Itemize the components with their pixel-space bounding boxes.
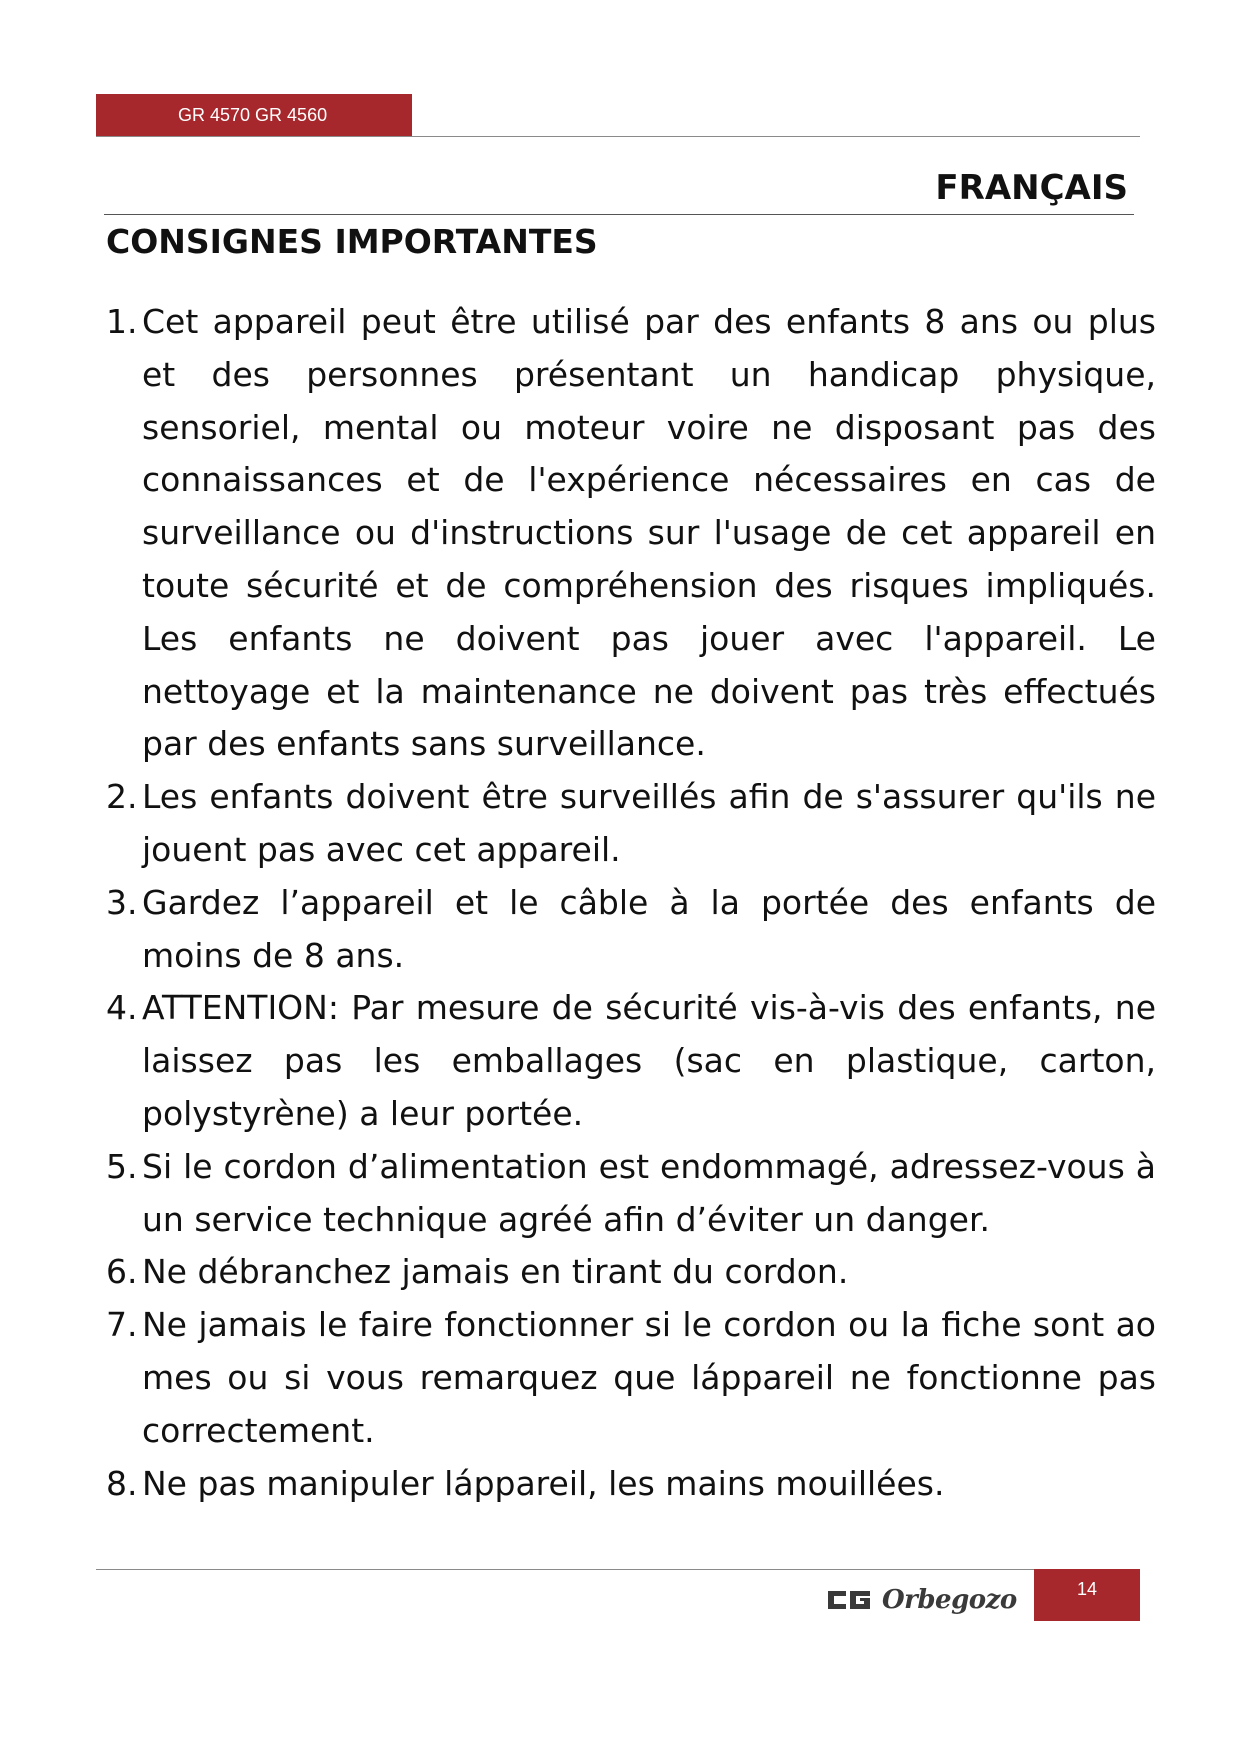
instruction-text: Les enfants doivent être surveillés afin de s'assurer qu'ils ne jouent pas avec cet appareil.	[142, 777, 1156, 869]
brand-logo	[826, 1580, 1022, 1620]
instruction-number: 6.	[106, 1252, 138, 1292]
language-divider	[104, 214, 1134, 215]
instruction-item-6	[106, 1246, 1156, 1299]
brand-mark-icon	[826, 1588, 872, 1612]
model-label: GR 4570 GR 4560	[178, 105, 328, 125]
footer-divider	[96, 1569, 1140, 1570]
instruction-number: 3.	[106, 882, 138, 922]
instruction-number: 1.	[106, 302, 138, 341]
instruction-item-8	[106, 1458, 1156, 1511]
instructions-list	[106, 296, 1156, 1510]
instruction-number: 7.	[106, 1305, 138, 1345]
language-heading: FRANÇAIS	[935, 168, 1128, 208]
section-title: CONSIGNES IMPORTANTES	[106, 222, 598, 261]
page-number: 14	[1076, 1579, 1098, 1599]
instruction-item-7	[106, 1299, 1156, 1457]
instruction-text: Ne débranchez jamais en tirant du cordon.	[142, 1252, 849, 1292]
instruction-text: Ne jamais le faire fonctionner si le cordon ou la fiche sont ao mes ou si vous remarquez que láppareil ne fonctionne pas correctement.	[142, 1305, 1156, 1450]
header-divider	[96, 136, 1140, 137]
instruction-number: 5.	[106, 1146, 138, 1186]
instruction-text: Ne pas manipuler láppareil, les mains mouillées.	[142, 1463, 945, 1503]
instruction-number: 4.	[106, 988, 138, 1028]
page-number-box	[1034, 1569, 1140, 1621]
instruction-number: 8.	[106, 1463, 138, 1503]
instruction-item-4	[106, 982, 1156, 1140]
instruction-text: Si le cordon d’alimentation est endommagé, adressez-vous à un service technique agréé afin d’éviter un danger.	[142, 1146, 1156, 1239]
instruction-item-1	[106, 296, 1156, 771]
brand-name: Orbegozo	[882, 1585, 1017, 1615]
instruction-number: 2.	[106, 777, 138, 817]
instruction-item-3	[106, 877, 1156, 983]
header-model-band	[96, 94, 412, 136]
instruction-text: ATTENTION: Par mesure de sécurité vis-à-vis des enfants, ne laissez pas les emballages (sac en plastique, carton, polystyrène) a leur portée.	[142, 988, 1156, 1133]
instruction-item-5	[106, 1141, 1156, 1247]
instruction-text: Gardez l’appareil et le câble à la portée des enfants de moins de 8 ans.	[142, 882, 1156, 975]
instruction-text: Cet appareil peut être utilisé par des enfants 8 ans ou plus et des personnes présentant un handicap physique, sensoriel, mental ou moteur voire ne disposant pas des connaissances et de l'expérience nécessaires en cas de surveillance ou d'instructions sur l'usage de cet appareil en toute sécurité et de compréhension des risques impliqués. Les enfants ne doivent pas jouer avec l'appareil. Le nettoyage et la maintenance ne doivent pas très effectués par des enfants sans surveillance.	[142, 302, 1156, 764]
instruction-item-2	[106, 771, 1156, 877]
